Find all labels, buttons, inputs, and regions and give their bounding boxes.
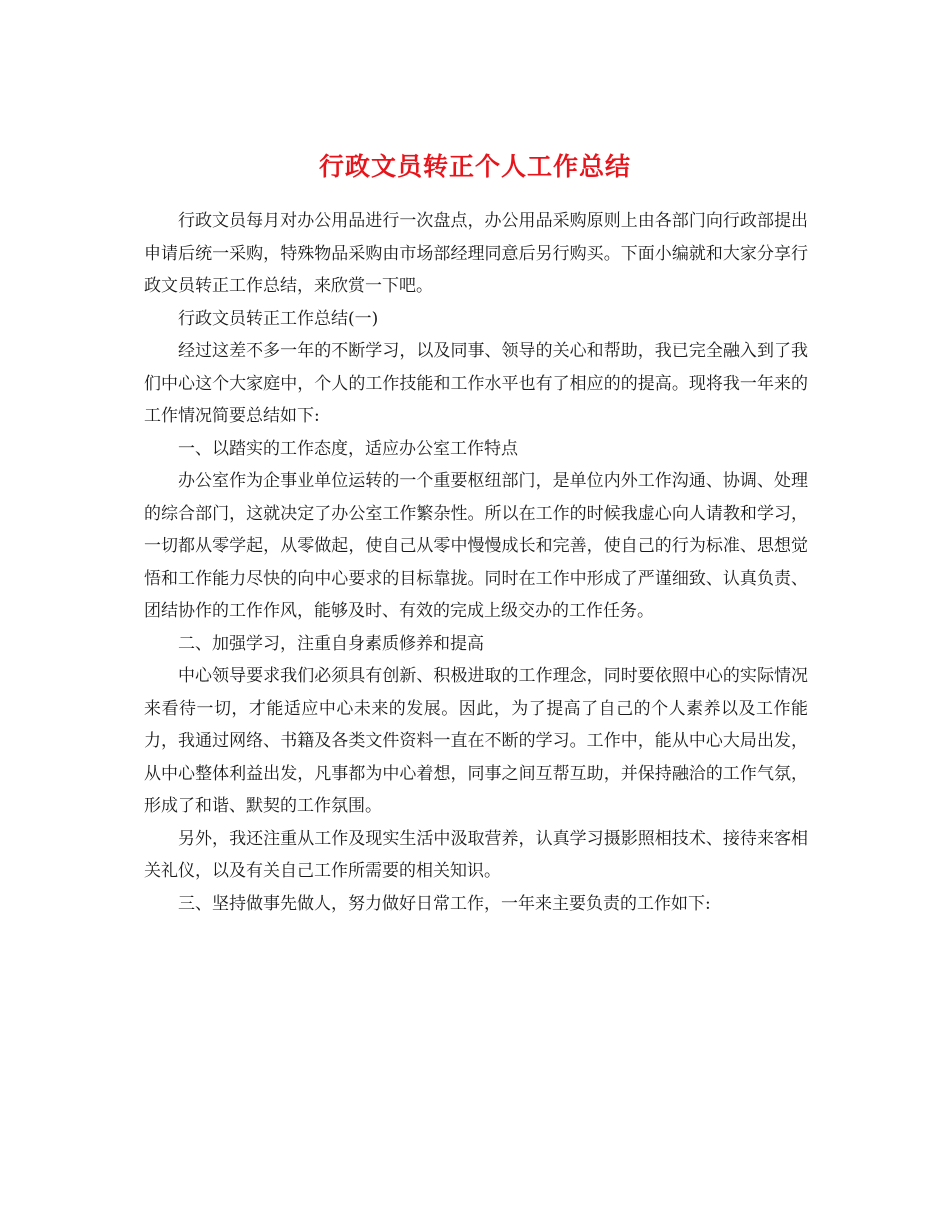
section-heading-1: 一、以踏实的工作态度，适应办公室工作特点 <box>178 438 518 459</box>
paragraph-opening: 经过这差不多一年的不断学习，以及同事、领导的关心和帮助，我已完全融入到了我们中心这个大家庭中，个人的工作技能和工作水平也有了相应的的提高。现将我一年来的工作情况简要总结如下: <box>144 341 808 426</box>
paragraph-intro: 行政文员每月对办公用品进行一次盘点，办公用品采购原则上由各部门向行政部提出申请后统一采购，特殊物品采购由市场部经理同意后另行购买。下面小编就和大家分享行政文员转正工作总结，来欣赏一下吧。 <box>144 211 808 296</box>
paragraph-summary-heading: 行政文员转正工作总结(一) <box>178 308 379 329</box>
section-heading-3: 三、坚持做事先做人，努力做好日常工作，一年来主要负责的工作如下: <box>178 893 711 914</box>
paragraph-section-2: 中心领导要求我们必须具有创新、积极进取的工作理念，同时要依照中心的实际情况来看待一切，才能适应中心未来的发展。因此，为了提高了自己的个人素养以及工作能力，我通过网络、书籍及各类文件资料一直在不断的学习。工作中，能从中心大局出发，从中心整体利益出发，凡事都为中心着想，同事之间互帮互助，并保持融洽的工作气氛，形成了和谐、默契的工作氛围。 <box>144 666 808 816</box>
paragraph-additional: 另外，我还注重从工作及现实生活中汲取营养，认真学习摄影照相技术、接待来客相关礼仪，以及有关自己工作所需要的相关知识。 <box>144 828 808 881</box>
document-title: 行政文员转正个人工作总结 <box>318 151 631 181</box>
paragraph-section-1: 办公室作为企事业单位运转的一个重要枢纽部门，是单位内外工作沟通、协调、处理的综合部门，这就决定了办公室工作繁杂性。所以在工作的时候我虚心向人请教和学习，一切都从零学起，从零做起，使自己从零中慢慢成长和完善，使自己的行为标准、思想觉悟和工作能力尽快的向中心要求的目标靠拢。同时在工作中形成了严谨细致、认真负责、团结协作的工作作风，能够及时、有效的完成上级交办的工作任务。 <box>144 471 808 621</box>
document-body <box>144 205 808 920</box>
section-heading-2: 二、加强学习，注重自身素质修养和提高 <box>178 633 484 654</box>
